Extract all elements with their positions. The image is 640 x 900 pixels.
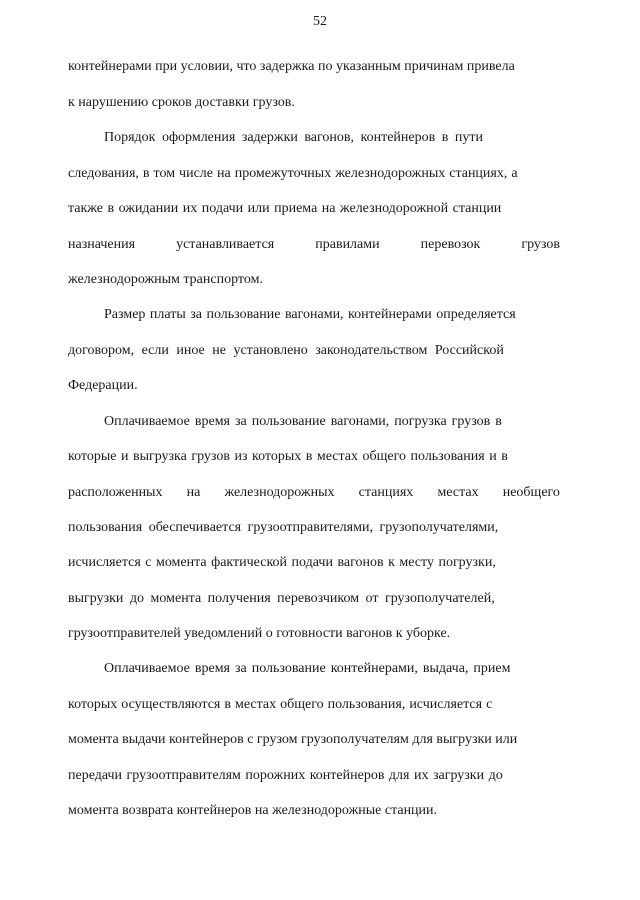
paragraph-4-line-6: выгрузки до момента получения перевозчиком от грузополучателей, (68, 591, 495, 606)
paragraph-1-line-1-text: контейнерами при условии, что задержка по указанным причинам привела (68, 59, 515, 74)
paragraph-5-line-2: которых осуществляются в местах общего пользования, исчисляется с (68, 697, 493, 712)
word: на (186, 485, 201, 500)
paragraph-1-line-1 (68, 58, 560, 76)
word: необщего (502, 485, 560, 500)
paragraph-2-line-3: также в ожидании их подачи или приема на железнодорожной станции (68, 201, 502, 216)
paragraph-1-line-2: к нарушению сроков доставки грузов. (68, 95, 295, 110)
word: перевозок (420, 237, 481, 252)
paragraph-3-line-1: Размер платы за пользование вагонами, контейнерами определяется (104, 307, 516, 322)
paragraph-3-line-2: договором, если иное не установлено законодательством Российской (68, 343, 504, 358)
paragraph-2-line-4 (68, 236, 560, 254)
paragraph-2-line-5: железнодорожным транспортом. (68, 272, 263, 287)
word: железнодорожных (224, 485, 335, 500)
paragraph-5-line-1: Оплачиваемое время за пользование контейнерами, выдача, прием (104, 661, 511, 676)
word: назначения (68, 237, 136, 252)
word: правилами (315, 237, 380, 252)
paragraph-5-line-5: момента возврата контейнеров на железнодорожные станции. (68, 803, 438, 818)
word: грузов (521, 237, 560, 252)
word: станциях (358, 485, 414, 500)
paragraph-5-line-3: момента выдачи контейнеров с грузом грузополучателям для выгрузки или (68, 732, 518, 747)
paragraph-2-line-1 (104, 129, 560, 147)
paragraph-4-line-3 (68, 484, 560, 502)
paragraph-3-line-3: Федерации. (68, 378, 138, 393)
word: устанавливается (176, 237, 275, 252)
paragraph-4-line-2: которые и выгрузка грузов из которых в местах общего пользования и в (68, 449, 508, 464)
paragraph-4-line-7: грузоотправителей уведомлений о готовности вагонов к уборке. (68, 626, 451, 641)
paragraph-4-line-1: Оплачиваемое время за пользование вагонами, погрузка грузов в (104, 414, 502, 429)
page-number: 52 (313, 14, 327, 29)
paragraph-4-line-4: пользования обеспечивается грузоотправителями, грузополучателями, (68, 520, 499, 535)
paragraph-2-line-1-text: Порядок оформления задержки вагонов, контейнеров в пути (104, 130, 483, 145)
paragraph-5-line-4: передачи грузоотправителям порожних контейнеров для их загрузки до (68, 768, 503, 783)
paragraph-4-line-5: исчисляется с момента фактической подачи вагонов к месту погрузки, (68, 555, 496, 570)
paragraph-2-line-2: следования, в том числе на промежуточных железнодорожных станциях, а (68, 166, 518, 181)
word: местах (437, 485, 479, 500)
word: расположенных (68, 485, 163, 500)
